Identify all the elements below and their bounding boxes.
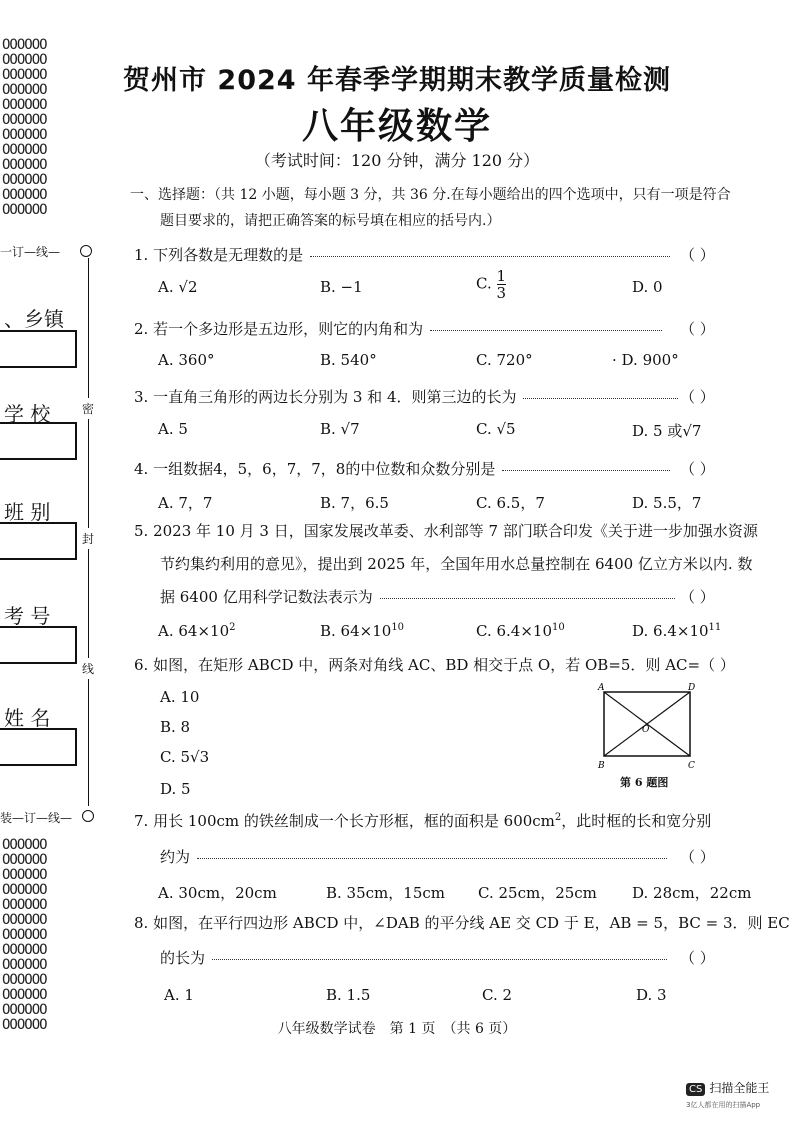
scanner-name: 扫描全能王 xyxy=(709,1081,770,1095)
question-text: 下列各数是无理数的是 xyxy=(153,246,304,264)
option-c[interactable]: C. √5 xyxy=(476,420,516,438)
dotted-leader xyxy=(310,256,670,257)
option-c[interactable]: C. 2 xyxy=(482,986,513,1004)
option-b[interactable]: B. √7 xyxy=(320,420,360,438)
question-5: 5. 2023 年 10 月 3 日，国家发展改革委、水利部等 7 部门联合印发《关于进一步加强水资源 xyxy=(134,522,758,540)
section-heading-line1: 一、选择题：（共 12 小题，每小题 3 分，共 36 分.在每小题给出的四个选项中，只有一项是符合 xyxy=(130,187,731,203)
exam-info: （考试时间：120 分钟，满分 120 分） xyxy=(254,151,540,170)
option-c[interactable]: C. 720° xyxy=(476,351,533,369)
question-1 xyxy=(134,244,734,265)
dotted-leader xyxy=(197,858,667,859)
option-d[interactable]: D. 5.5，7 xyxy=(632,494,702,512)
option-c[interactable]: C. $\frac{1}{3}$ xyxy=(476,267,507,302)
answer-bracket[interactable]: （ ） xyxy=(680,588,715,606)
figure-6-rectangle xyxy=(596,680,706,780)
option-b[interactable]: B. 35cm，15cm xyxy=(326,884,445,902)
section-heading-line2: 题目要求的，请把正确答案的标号填在相应的括号内.） xyxy=(160,213,501,229)
option-c[interactable]: C. 25cm，25cm xyxy=(478,884,597,902)
question-3: 3. 一直角三角形的两边长分别为 3 和 4．则第三边的长为 xyxy=(134,386,734,407)
field-town-label: 、乡镇 xyxy=(4,307,64,331)
binding-holes-bottom: OOOOOO OOOOOO OOOOOO OOOOOO OOOOOO OOOOOO OOOOOO OOOOOO OOOOOO OOOOOO OOOOOO OOOOOO OOOOOO xyxy=(2,837,47,1033)
question-7-line2: 约为 xyxy=(160,846,760,867)
question-7: 7. 用长 100cm 的铁丝制成一个长方形框，框的面积是 $600cm^2$，此时框的长和宽分别 xyxy=(134,812,712,830)
field-town-box[interactable] xyxy=(0,330,77,368)
seal-xian-label: 线 xyxy=(82,658,94,679)
binding-holes-top: OOOOOO OOOOOO OOOOOO OOOOOO OOOOOO OOOOOO OOOOOO OOOOOO OOOOOO OOOOOO OOOOOO OOOOOO xyxy=(2,37,47,218)
question-4: 4. 一组数据4，5，6，7，7，8的中位数和众数分别是 xyxy=(134,458,734,479)
field-name-box[interactable] xyxy=(0,728,77,766)
dotted-leader xyxy=(380,598,675,599)
page-footer: 八年级数学试卷 第 1 页 （共 6 页） xyxy=(277,1021,517,1037)
option-a[interactable]: A. 5 xyxy=(158,420,188,438)
binding-circle-top xyxy=(80,245,92,257)
option-c[interactable]: C. 5√3 xyxy=(160,748,210,766)
fig-label-b: B xyxy=(598,761,605,771)
question-5-line2: 节约集约利用的意见》，提出到 2025 年，全国年用水总量控制在 6400 亿立方米以内. 数 xyxy=(160,555,753,573)
answer-bracket[interactable]: （ ） xyxy=(680,246,715,264)
option-b[interactable]: B. 540° xyxy=(320,351,377,369)
binding-line-bottom-text: 装—订—线— xyxy=(0,811,73,825)
figure-6-caption: 第 6 题图 xyxy=(620,776,669,789)
exam-title: 贺州市 2024 年春季学期期末教学质量检测 xyxy=(123,65,671,96)
option-a[interactable]: A. 30cm，20cm xyxy=(158,884,277,902)
seal-feng-label: 封 xyxy=(82,528,94,549)
option-c[interactable]: C. 6.5，7 xyxy=(476,494,545,512)
scanner-logo-icon: CS xyxy=(686,1083,705,1096)
field-class-label: 班 别 xyxy=(4,500,51,524)
fig-label-a: A xyxy=(598,683,605,693)
field-class-box[interactable] xyxy=(0,522,77,560)
field-number-box[interactable] xyxy=(0,626,77,664)
binding-line-top-text: 一订—线— xyxy=(0,245,61,259)
field-school-box[interactable] xyxy=(0,422,77,460)
dotted-leader xyxy=(212,959,667,960)
question-6: 6. 如图，在矩形 ABCD 中，两条对角线 AC、BD 相交于点 O，若 OB=5．则 AC=（ ） xyxy=(134,656,735,674)
option-a[interactable]: A. 1 xyxy=(164,986,194,1004)
question-2: 2. 若一个多边形是五边形，则它的内角和为 xyxy=(134,318,734,339)
option-d[interactable]: D. 5 xyxy=(160,780,191,798)
answer-bracket[interactable]: （ ） xyxy=(680,949,715,967)
option-a[interactable]: A. 10 xyxy=(160,688,200,706)
option-a[interactable]: A. $64\times 10^2$ xyxy=(158,622,236,640)
option-b[interactable]: B. 8 xyxy=(160,718,191,736)
option-d[interactable]: · D. 900° xyxy=(612,351,679,369)
option-c[interactable]: C. $6.4\times 10^{10}$ xyxy=(476,622,565,640)
question-5-line3: 据 6400 亿用科学记数法表示为 xyxy=(160,586,760,607)
answer-bracket[interactable]: （ ） xyxy=(680,320,715,338)
option-d[interactable]: D. 0 xyxy=(632,278,663,296)
option-d[interactable]: D. 28cm，22cm xyxy=(632,884,752,902)
question-number: 1. xyxy=(134,246,149,264)
option-a[interactable]: A. √2 xyxy=(158,278,198,296)
field-number-label: 考 号 xyxy=(4,604,51,628)
option-b[interactable]: B. 7，6.5 xyxy=(320,494,389,512)
dotted-leader xyxy=(430,330,662,331)
section-heading xyxy=(130,182,770,234)
question-8: 8. 如图，在平行四边形 ABCD 中，∠DAB 的平分线 AE 交 CD 于 E，AB = 5，BC = 3．则 EC xyxy=(134,914,790,932)
answer-bracket[interactable]: （ ） xyxy=(680,848,715,866)
option-d[interactable]: D. 3 xyxy=(636,986,667,1004)
option-a[interactable]: A. 360° xyxy=(158,351,215,369)
option-b[interactable]: B. $64\times 10^{10}$ xyxy=(320,622,405,640)
answer-bracket[interactable]: （ ） xyxy=(680,460,715,478)
option-a[interactable]: A. 7，7 xyxy=(158,494,213,512)
question-8-line2: 的长为 xyxy=(160,947,760,968)
option-b[interactable]: B. 1.5 xyxy=(326,986,371,1004)
scanner-watermark xyxy=(686,1079,769,1096)
exam-subject: 八年级数学 xyxy=(301,106,492,147)
answer-bracket[interactable]: （ ） xyxy=(680,388,715,406)
scanner-tagline: 3亿人都在用的扫描App xyxy=(686,1101,761,1109)
fig-label-c: C xyxy=(688,761,695,771)
dotted-leader xyxy=(523,398,678,399)
dotted-leader xyxy=(502,470,670,471)
field-school-label: 学 校 xyxy=(4,402,51,426)
binding-circle-bottom xyxy=(82,810,94,822)
option-d[interactable]: D. 5 或√7 xyxy=(632,422,702,440)
seal-mi-label: 密 xyxy=(82,398,94,419)
fig-label-o: O xyxy=(642,725,650,735)
option-b[interactable]: B. −1 xyxy=(320,278,363,296)
option-d[interactable]: D. $6.4\times 10^{11}$ xyxy=(632,622,722,640)
fig-label-d: D xyxy=(688,683,696,693)
field-name-label: 姓 名 xyxy=(4,706,51,730)
